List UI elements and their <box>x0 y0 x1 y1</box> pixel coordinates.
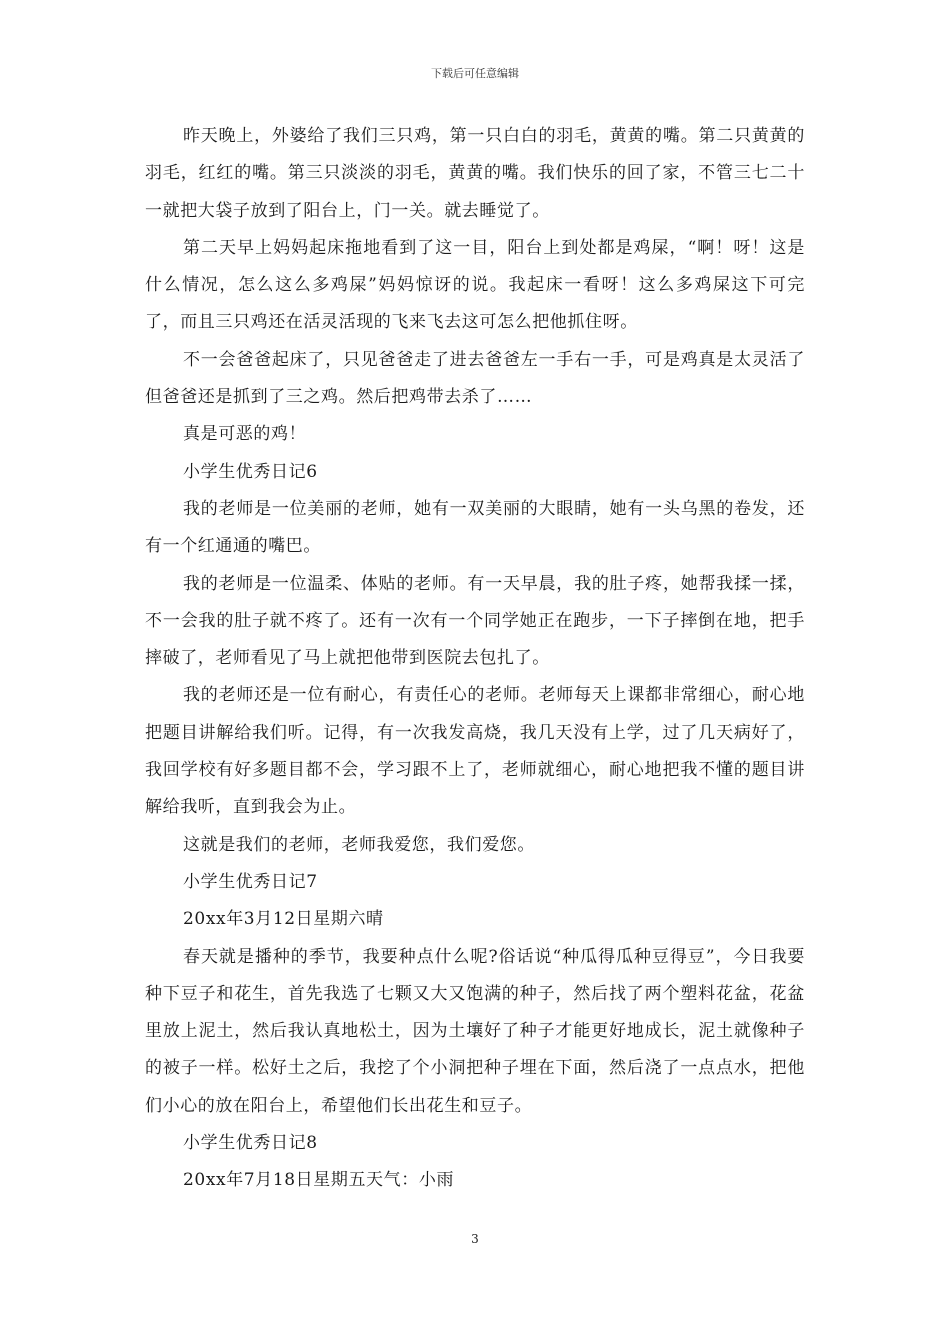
paragraph: 这就是我们的老师，老师我爱您，我们爱您。 <box>183 834 535 855</box>
document-body <box>145 118 805 1200</box>
paragraph: 昨天晚上，外婆给了我们三只鸡，第一只白白的羽毛，黄黄的嘴。第二只黄黄的羽毛，红红的嘴。第三只淡淡的羽毛，黄黄的嘴。我们快乐的回了家，不管三七二十一就把大袋子放到了阳台上，门一关。就去睡觉了。 <box>145 126 805 221</box>
paragraph: 我的老师还是一位有耐心，有责任心的老师。老师每天上课都非常细心，耐心地把题目讲解给我们听。记得，有一次我发高烧，我几天没有上学，过了几天病好了，我回学校有好多题目都不会，学习跟不上了，老师就细心，耐心地把我不懂的题目讲解给我听，直到我会为止。 <box>145 685 805 818</box>
paragraph: 真是可恶的鸡！ <box>183 424 307 445</box>
paragraph: 我的老师是一位温柔、体贴的老师。有一天早晨，我的肚子疼，她帮我揉一揉，不一会我的肚子就不疼了。还有一次有一个同学她正在跑步，一下子摔倒在地，把手摔破了，老师看见了马上就把他带到医院去包扎了。 <box>145 573 805 669</box>
section-heading: 小学生优秀日记8 <box>183 1133 318 1154</box>
paragraph: 不一会爸爸起床了，只见爸爸走了进去爸爸左一手右一手，可是鸡真是太灵活了但爸爸还是抓到了三之鸡。然后把鸡带去杀了…… <box>145 349 805 408</box>
paragraph: 我的老师是一位美丽的老师，她有一双美丽的大眼睛，她有一头乌黑的卷发，还有一个红通通的嘴巴。 <box>145 498 805 557</box>
paragraph: 第二天早上妈妈起床拖地看到了这一目，阳台上到处都是鸡屎，“啊！呀！这是什么情况，怎么这么多鸡屎”妈妈惊讶的说。我起床一看呀！这么多鸡屎这下可完了，而且三只鸡还在活灵活现的飞来飞去这可怎么把他抓住呀。 <box>145 237 805 333</box>
page-number: 3 <box>471 1232 479 1246</box>
page-header: 下载后可任意编辑 <box>431 67 519 80</box>
paragraph: 春天就是播种的季节，我要种点什么呢?俗话说“种瓜得瓜种豆得豆”，今日我要种下豆子和花生，首先我选了七颗又大又饱满的种子，然后找了两个塑料花盆，花盆里放上泥土，然后我认真地松土，因为土壤好了种子才能更好地成长，泥土就像种子的被子一样。松好土之后，我挖了个小洞把种子埋在下面，然后浇了一点点水，把他们小心的放在阳台上，希望他们长出花生和豆子。 <box>145 946 805 1116</box>
date-line: 20xx年3月12日星期六晴 <box>183 909 384 930</box>
section-heading: 小学生优秀日记6 <box>183 461 318 482</box>
date-line: 20xx年7月18日星期五天气：小雨 <box>183 1170 455 1191</box>
section-heading: 小学生优秀日记7 <box>183 871 318 892</box>
